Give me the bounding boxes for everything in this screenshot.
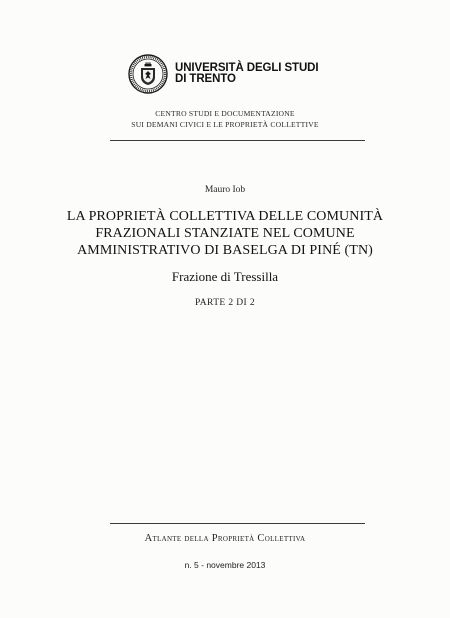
research-centre-line-1: CENTRO STUDI E DOCUMENTAZIONE [155,109,295,118]
university-name [175,63,318,85]
title-line-2: FRAZIONALI STANZIATE NEL COMUNE [95,226,355,241]
university-name-line-2: DI TRENTO [175,73,236,85]
document-title [20,208,430,259]
bottom-divider [110,523,365,524]
series-title: Atlante della Proprietà Collettiva [144,533,306,544]
research-centre-line-2: SUI DEMANI CIVICI E LE PROPRIETÀ COLLETTIVE [131,120,319,129]
university-name-line-1: UNIVERSITÀ DEGLI STUDI [175,62,319,74]
university-seal-icon [128,54,168,94]
part-number: PARTE 2 DI 2 [194,298,256,308]
issue-number: n. 5 - novembre 2013 [184,560,266,570]
top-divider [110,140,365,141]
title-line-3: AMMINISTRATIVO DI BASELGA DI PINÉ (TN) [77,243,373,258]
author-name: Mauro Iob [204,185,246,195]
document-subtitle: Frazione di Tressilla [171,269,279,284]
title-line-1: LA PROPRIETÀ COLLETTIVA DELLE COMUNITÀ [66,209,384,224]
university-logo [128,54,318,94]
